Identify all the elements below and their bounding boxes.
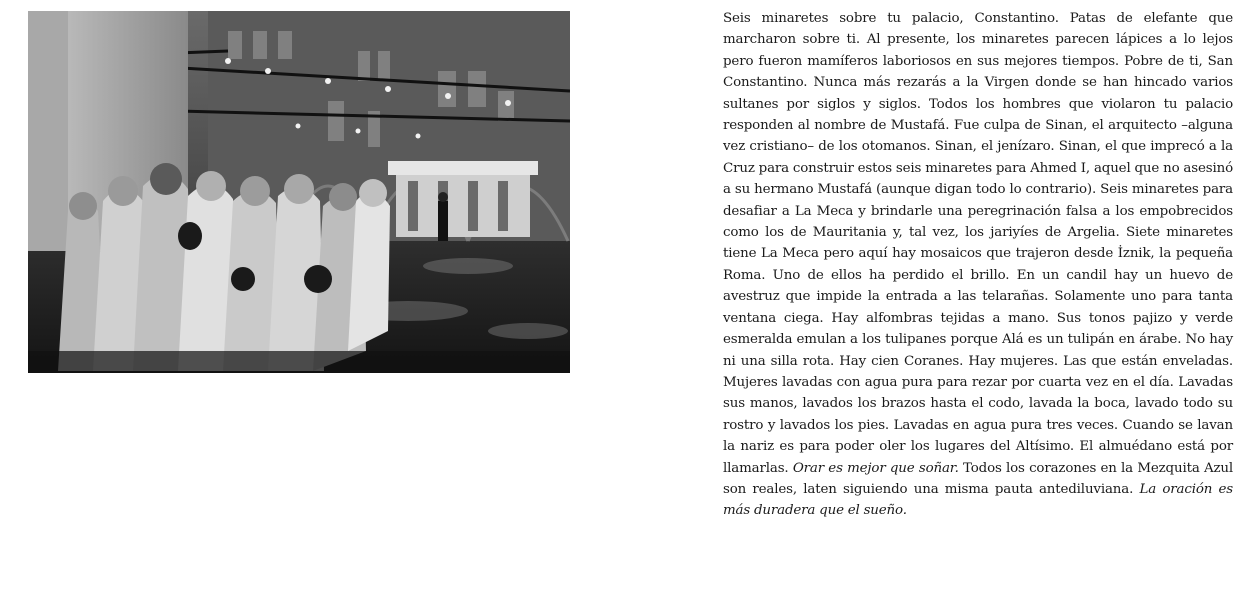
italic-quote-1: Orar es mejor que soñar. [792, 460, 959, 476]
article-body [723, 8, 1233, 522]
mosque-interior-photo [28, 11, 570, 373]
paragraph-main-text: Seis minaretes sobre tu palacio, Constantino. Patas de elefante que marcharon sobre ti. Al presente, los minaretes parecen lápices a lo lejos pero fueron mamíferos laboriosos en sus mejores tiempos. Pobre de ti, San Constantino. Nunca más rezarás a la Virgen donde se han hincado varios sultanes por siglos y siglos. Todos los hombres que violaron tu palacio responden al nombre de Mustafá. Fue culpa de Sinan, el arquitecto –alguna vez cristiano– de los otomanos. Sinan, el jenízaro. Sinan, el que imprecó a la Cruz para construir estos seis minaretes para Ahmed I, aquel que no asesinó a su hermano Mustafá (aunque digan todo lo contrario). Seis minaretes para desafiar a La Meca y brindarle una peregrinación falsa a los empobrecidos como los de Mauritania y, tal vez, los jariyíes de Argelia. Siete minaretes tiene La Meca pero aquí hay mosaicos que trajeron desde İznik, la pequeña Roma. Uno de ellos ha perdido el brillo. En un candil hay un huevo de avestruz que impide la entrada a las telarañas. Solamente uno para tanta ventana ciega. Hay alfombras tejidas a mano. Sus tonos pajizo y verde esmeralda emulan a los tulipanes porque Alá es un tulipán en árabe. No hay ni una silla rota. Hay cien Coranes. Hay mujeres. Las que están enveladas. Mujeres lavadas con agua pura para rezar por cuarta vez en el día. Lavadas sus manos, lavados los brazos hasta el codo, lavada la boca, lavado todo su rostro y lavados los pies. Lavadas en agua pura tres veces. Cuando se lavan la nariz es para poder oler los lugares del Altísimo. El almuédano está por llamarlas. [723, 11, 1233, 476]
article-paragraph [723, 8, 1233, 522]
photo-graphic [28, 11, 570, 373]
paragraph-middle-text: Todos los corazones en la Mezquita Azul son reales, laten siguiendo una misma pauta antediluviana. [723, 460, 1233, 497]
italic-quote-2: La oración es más duradera que el sueño. [723, 481, 1233, 519]
